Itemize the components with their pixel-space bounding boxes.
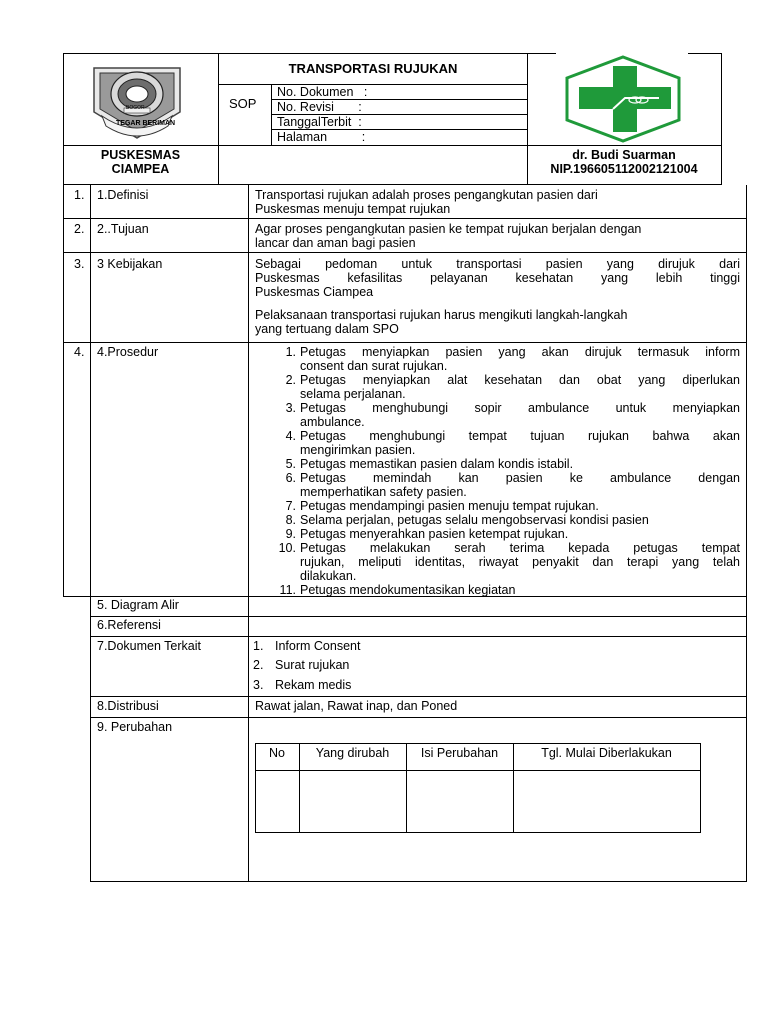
prosedur-step-number: 11. — [279, 583, 296, 597]
org-name-line2: CIAMPEA — [111, 162, 170, 176]
org-name-line1: PUSKESMAS — [100, 148, 181, 162]
prosedur-step — [279, 583, 740, 597]
prosedur-step-number: 2. — [285, 373, 296, 387]
prosedur-step — [285, 499, 740, 513]
section-8-label: 8.Distribusi — [97, 699, 159, 713]
dokumen-item-3: Rekam medis — [275, 678, 352, 692]
kebijakan-p2-line-2: yang tertuang dalam SPO — [255, 322, 399, 336]
prosedur-step — [278, 541, 740, 583]
prosedur-step — [285, 373, 740, 401]
dokumen-item-3-number: 3. — [253, 678, 264, 692]
prosedur-step-number: 3. — [285, 401, 296, 415]
section-5-label: 5. Diagram Alir — [97, 598, 179, 612]
prosedur-step — [285, 429, 740, 457]
prosedur-step-line: memperhatikan safety pasien. — [300, 485, 467, 499]
prosedur-step — [285, 401, 740, 429]
section-9-label: 9. Perubahan — [97, 720, 173, 734]
section-2-number: 2. — [74, 222, 85, 236]
definisi-line-1: Transportasi rujukan adalah proses pengangkutan pasien dari — [255, 188, 598, 202]
logo-inner-text: BOGOR — [126, 105, 145, 111]
logo-motto-text: TEGAR BERIMAN — [116, 120, 176, 127]
prosedur-step-number: 9. — [285, 527, 296, 541]
section-2-label: 2..Tujuan — [97, 222, 149, 236]
prosedur-step — [285, 471, 740, 499]
section-7-label: 7.Dokumen Terkait — [97, 639, 201, 653]
dokumen-item-2: Surat rujukan — [275, 658, 350, 672]
prosedur-step-line: Petugas menghubungi tempat tujuan rujukan bahwa akan — [300, 429, 740, 443]
puskesmas-bogor-logo — [88, 60, 186, 142]
prosedur-step-line: Selama perjalan, petugas selalu mengobservasi kondisi pasien — [300, 513, 649, 527]
prosedur-step-line: dilakukan. — [300, 569, 357, 583]
kebijakan-line-2: Puskesmas kefasilitas pelayanan kesehatan yang lebih tinggi — [255, 271, 740, 285]
dokumen-item-1-number: 1. — [253, 639, 264, 653]
page-title: TRANSPORTASI RUJUKAN — [288, 61, 458, 76]
kebijakan-p2-line-1: Pelaksanaan transportasi rujukan harus mengikuti langkah-langkah — [255, 308, 628, 322]
prosedur-step-number: 5. — [285, 457, 296, 471]
prosedur-step-number: 8. — [285, 513, 296, 527]
tujuan-line-2: lancar dan aman bagi pasien — [255, 236, 416, 250]
prosedur-step — [285, 457, 740, 471]
prosedur-step-line: Petugas mendampingi pasien menuju tempat rujukan. — [300, 499, 599, 513]
prosedur-step-line: Petugas mendokumentasikan kegiatan — [300, 583, 516, 597]
section-6-label: 6.Referensi — [97, 618, 161, 632]
prosedur-step-line: Petugas melakukan serah terima kepada petugas tempat — [300, 541, 740, 555]
perubahan-col-no: No — [269, 746, 285, 760]
definisi-line-2: Puskesmas menuju tempat rujukan — [255, 202, 451, 216]
signatory-nip: NIP.196605112002121004 — [550, 162, 698, 176]
distribusi-text: Rawat jalan, Rawat inap, dan Poned — [255, 699, 458, 713]
kebijakan-line-1: Sebagai pedoman untuk transportasi pasien yang dirujuk dari — [255, 257, 740, 271]
prosedur-list — [278, 345, 740, 597]
dokumen-item-1: Inform Consent — [275, 639, 361, 653]
prosedur-step-line: mengirimkan pasien. — [300, 443, 416, 457]
section-1-label: 1.Definisi — [97, 188, 149, 202]
section-3-label: 3 Kebijakan — [97, 257, 163, 271]
perubahan-col-yang-dirubah: Yang dirubah — [315, 746, 390, 760]
meta-halaman: Halaman : — [277, 130, 366, 144]
prosedur-step-line: selama perjalanan. — [300, 387, 406, 401]
prosedur-step-line: Petugas menyerahkan pasien ketempat rujukan. — [300, 527, 569, 541]
prosedur-step-number: 4. — [285, 429, 296, 443]
prosedur-step — [285, 513, 740, 527]
meta-no-revisi: No. Revisi : — [277, 100, 362, 114]
section-4-label: 4.Prosedur — [97, 345, 159, 359]
signatory-name: dr. Budi Suarman — [572, 148, 676, 162]
tujuan-line-1: Agar proses pengangkutan pasien ke tempat rujukan berjalan dengan — [255, 222, 642, 236]
prosedur-step-number: 10. — [278, 541, 296, 555]
prosedur-step-line: ambulance. — [300, 415, 365, 429]
prosedur-step-line: Petugas memastikan pasien dalam kondis istabil. — [300, 457, 574, 471]
kebijakan-line-3: Puskesmas Ciampea — [255, 285, 374, 299]
section-1-number: 1. — [74, 188, 85, 202]
prosedur-step-line: consent dan surat rujukan. — [300, 359, 448, 373]
prosedur-step-number: 1. — [285, 345, 296, 359]
prosedur-step-line: rujukan, meliputi identitas, riwayat penyakit dan terapi yang telah — [300, 555, 740, 569]
dokumen-item-2-number: 2. — [253, 658, 264, 672]
prosedur-step-line: Petugas menghubungi sopir ambulance untuk menyiapkan — [300, 401, 740, 415]
prosedur-step-line: Petugas menyiapkan pasien yang akan dirujuk termasuk inform — [300, 345, 740, 359]
prosedur-step-number: 7. — [285, 499, 296, 513]
section-4-number: 4. — [74, 345, 85, 359]
puskesmas-cross-logo — [563, 54, 683, 144]
meta-tanggal-terbit: TanggalTerbit : — [277, 115, 362, 129]
prosedur-step — [285, 345, 740, 373]
prosedur-step-number: 6. — [285, 471, 296, 485]
sop-label: SOP — [229, 96, 257, 111]
prosedur-step-line: Petugas memindah kan pasien ke ambulance dengan — [300, 471, 740, 485]
perubahan-col-isi: Isi Perubahan — [420, 746, 499, 760]
prosedur-step — [285, 527, 740, 541]
perubahan-col-tgl: Tgl. Mulai Diberlakukan — [541, 746, 672, 760]
meta-no-dokumen: No. Dokumen : — [277, 85, 368, 99]
section-3-number: 3. — [74, 257, 85, 271]
prosedur-step-line: Petugas menyiapkan alat kesehatan dan obat yang diperlukan — [300, 373, 740, 387]
